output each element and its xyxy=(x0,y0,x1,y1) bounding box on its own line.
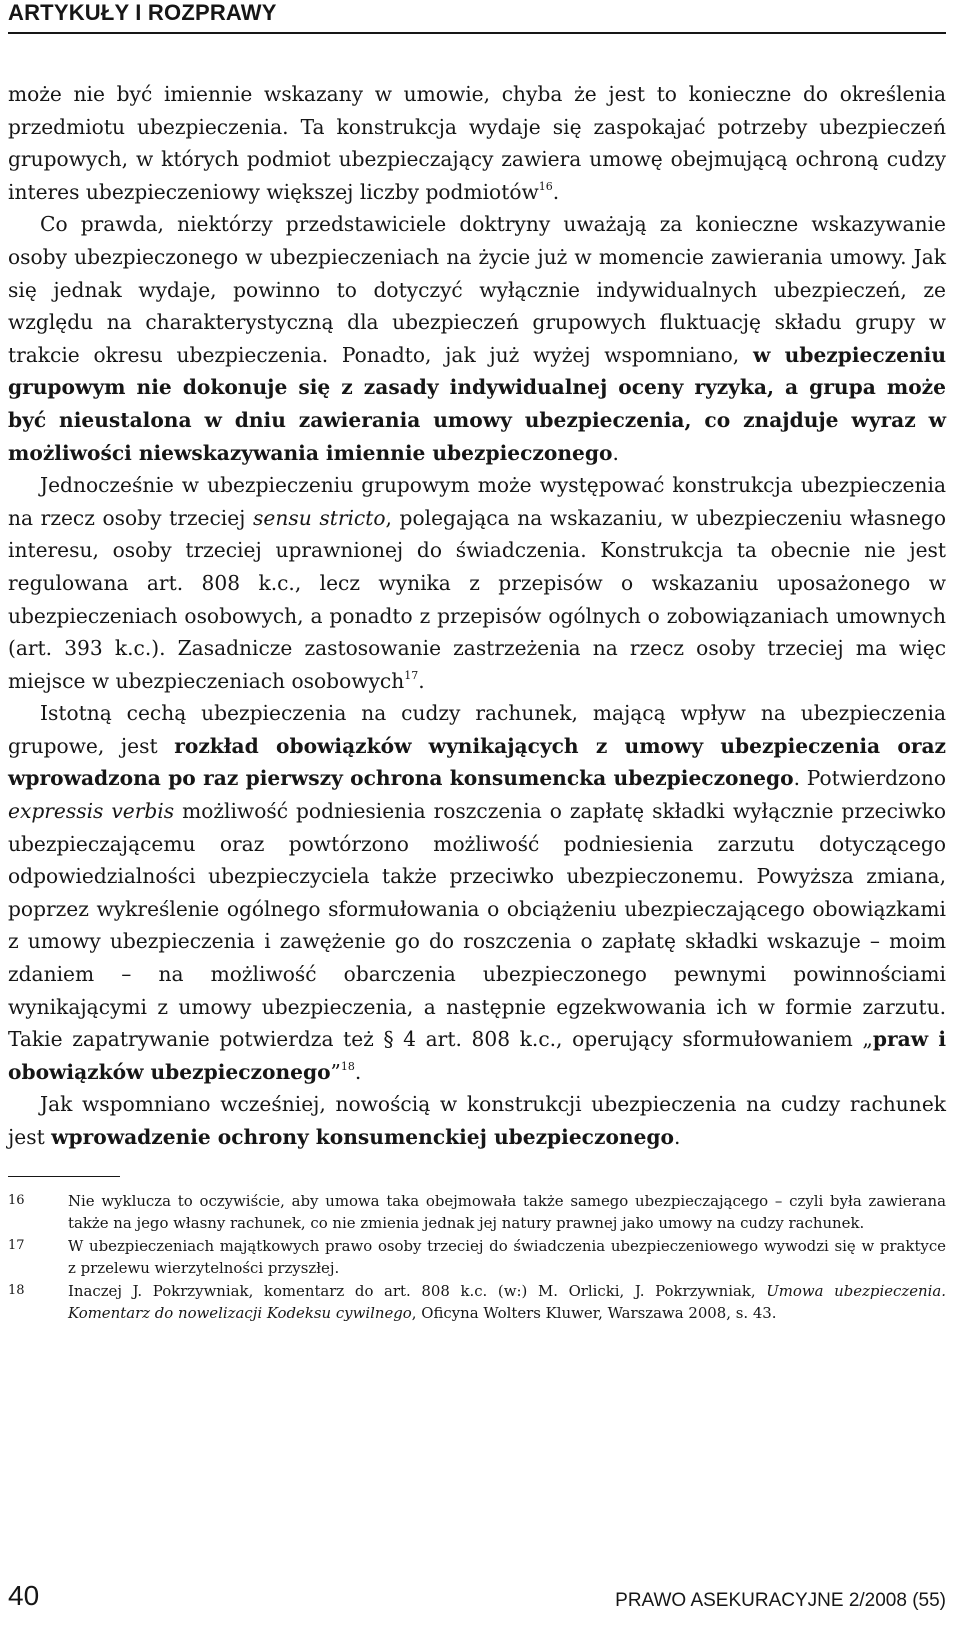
text-run: . xyxy=(612,440,619,465)
running-header xyxy=(8,0,946,34)
paragraph xyxy=(8,78,946,208)
italic-text: sensu stricto xyxy=(253,505,386,530)
italic-text: Umowa ubezpieczenia. Komentarz do nowelizacji Kodeksu cywilnego xyxy=(68,1281,946,1323)
text-run: Jednocześnie w ubezpieczeniu grupowym może występować konstrukcja ubezpieczenia na rzecz osoby trzeciej xyxy=(8,473,946,530)
footnote-number: 16 xyxy=(8,1193,25,1208)
text-run: . xyxy=(674,1125,681,1149)
footnote-divider xyxy=(8,1176,120,1177)
text-run: W ubezpieczeniach majątkowych prawo osoby trzeciej do świadczenia ubezpieczeniowego wywodzi się w praktyce z przelewu wierzytelności przyszłej. xyxy=(68,1236,946,1278)
footnote xyxy=(8,1235,946,1280)
text-run: Nie wyklucza to oczywiście, aby umowa taka obejmowała także samego ubezpieczającego – czyli była zawierana także na jego własny rachunek, co nie zmienia jednak jej natury prawnej jako umowy na cudzy rachunek. xyxy=(68,1192,946,1233)
footnote xyxy=(8,1280,946,1325)
bold-text: wprowadzenie ochrony konsumenckiej ubezpieczonego xyxy=(51,1125,675,1149)
journal-name: PRAWO ASEKURACYJNE 2/2008 (55) xyxy=(615,1590,946,1611)
footnote-number: 17 xyxy=(8,1237,25,1253)
text-run: Co prawda, niektórzy przedstawiciele doktryny uważają za konieczne wskazywanie osoby ubezpieczonego w ubezpieczeniach na życie już w momencie zawierania umowy. Jak się jednak wydaje, powinno to dotyczyć wyłącznie indywidualnych ubezpieczeń, ze względu na charakterystyczną dla ubezpieczeń grupowych fluktuację składu grupy w trakcie okresu ubezpieczenia. Ponadto, jak już wyżej wspomniano, xyxy=(8,212,946,367)
text-run: Jak wspomniano wcześniej, nowością w konstrukcji ubezpieczenia na cudzy rachunek jest xyxy=(8,1092,946,1149)
text-run: , Oficyna Wolters Kluwer, Warszawa 2008, s. 43. xyxy=(411,1304,777,1323)
footnote-ref: 16 xyxy=(538,179,553,193)
paragraph xyxy=(8,1088,946,1153)
section-title: ARTYKUŁY I ROZPRAWY xyxy=(8,0,277,25)
text-run: Inaczej J. Pokrzywniak, komentarz do art. 808 k.c. (w:) M. Orlicki, J. Pokrzywniak, xyxy=(68,1281,767,1300)
footnote-text xyxy=(68,1235,946,1280)
footnote xyxy=(8,1190,946,1235)
text-run: . xyxy=(418,668,425,693)
footnote-number: 18 xyxy=(8,1282,25,1298)
footnote-ref: 18 xyxy=(340,1059,355,1073)
paragraph xyxy=(8,697,946,1088)
text-run: możliwość podniesienia roszczenia o zapłatę składki wyłącznie przeciwko ubezpieczającemu oraz powtórzono możliwość podniesienia zarzutu dotyczącego odpowiedzialności ubezpieczyciela także przeciwko ubezpieczonemu. Powyższa zmiana, poprzez wykreślenie ogólnego sformułowania o obciążeniu ubezpieczającego obowiązkami z umowy ubezpieczenia i zawężenie go do roszczenia o zapłatę składki wskazuje – moim zdaniem – na możliwość obarczenia ubezpieczonego pewnymi powinnościami wynikającymi z umowy ubezpieczenia, a następnie egzekwowania ich w formie zarzutu. Takie zapatrywanie potwierdza też § 4 art. 808 k.c., operujący sformułowaniem „ xyxy=(8,799,947,1052)
paragraph xyxy=(8,208,946,469)
footnotes xyxy=(8,1190,946,1324)
text-run: ” xyxy=(330,1059,341,1084)
text-run: . xyxy=(552,179,560,204)
text-run: może nie być imiennie wskazany w umowie, chyba że jest to konieczne do określenia przedmiotu ubezpieczenia. Ta konstrukcja wydaje się zaspokajać potrzeby ubezpieczeń grupowych, w których podmiot ubezpieczający zawiera umowę obejmującą ochroną cudzy interes ubezpieczeniowy większej liczby podmiotów xyxy=(8,82,946,204)
text-run: . Potwierdzono xyxy=(793,766,946,791)
bold-text: w ubezpieczeniu grupowym nie dokonuje się z zasady indywidualnej oceny ryzyka, a grupa może być nieustalona w dniu zawierania umowy ubezpieczenia, co znajduje wyraz w możliwości niewskazywania imiennie ubezpieczonego xyxy=(8,342,946,465)
page-number: 40 xyxy=(8,1580,40,1611)
text-run: , polegająca na wskazaniu, w ubezpieczeniu własnego interesu, osoby trzeciej uprawnionej do świadczenia. Konstrukcja ta obecnie nie jest regulowana art. 808 k.c., lecz wynika z przepisów o wskazaniu uposażonego w ubezpieczeniach osobowych, a ponadto z przepisów ogólnych o zobowiązaniach umownych (art. 393 k.c.). Zasadnicze zastosowanie zastrzeżenia na rzecz osoby trzeciej ma więc miejsce w ubezpieczeniach osobowych xyxy=(8,505,946,693)
footnote-text xyxy=(68,1190,946,1235)
footnote-ref: 17 xyxy=(404,668,419,682)
article-body xyxy=(8,78,946,1154)
footnote-text xyxy=(68,1280,946,1325)
bold-text: rozkład obowiązków wynikających z umowy ubezpieczenia oraz wprowadzona po raz pierwszy ochrona konsumencka ubezpieczonego xyxy=(8,733,947,791)
text-run: Istotną cechą ubezpieczenia na cudzy rachunek, mającą wpływ na ubezpieczenia grupowe, jest xyxy=(8,701,946,758)
bold-text: praw i obowiązków ubezpieczonego xyxy=(8,1027,946,1084)
paragraph xyxy=(8,469,946,697)
italic-text: expressis verbis xyxy=(8,799,175,824)
text-run: . xyxy=(354,1059,362,1084)
